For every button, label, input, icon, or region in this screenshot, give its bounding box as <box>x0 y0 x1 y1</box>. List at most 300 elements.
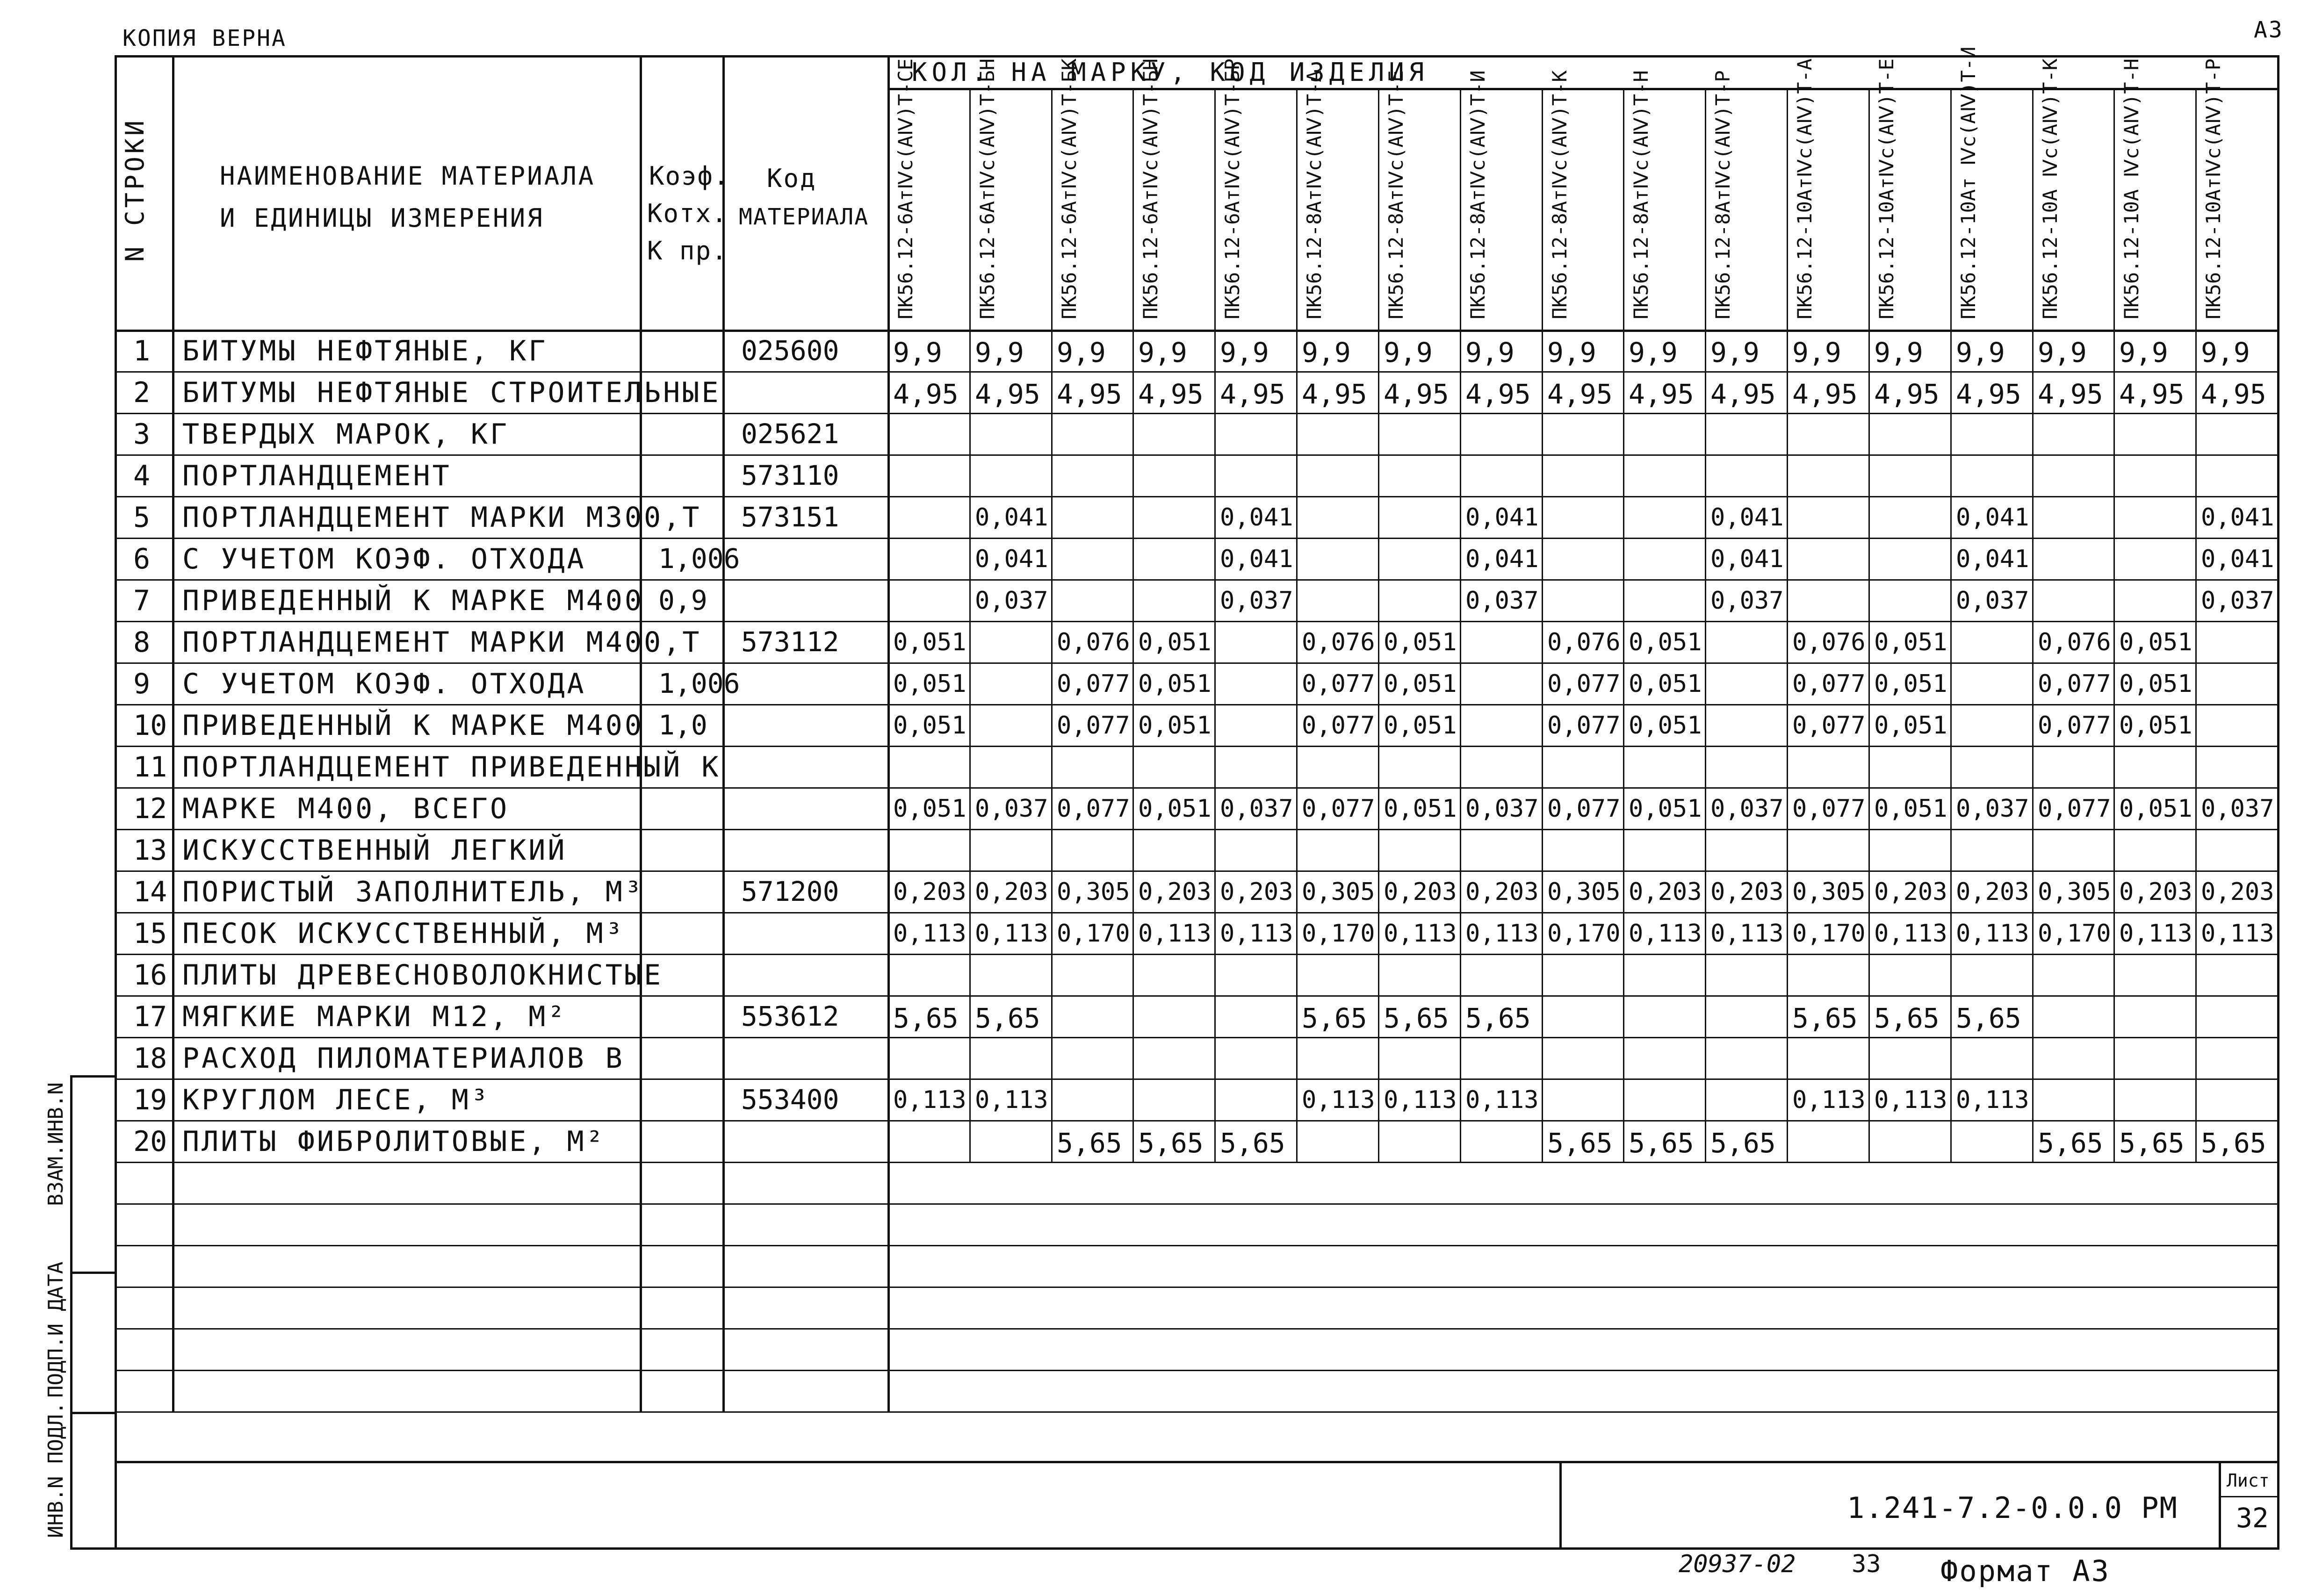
mark-column-line <box>1623 88 1624 1162</box>
frame-bottom <box>70 1547 2279 1550</box>
mark-header-12: ПК56.12-10АтⅣс(АⅣ)Т-А <box>1793 58 1816 319</box>
quantity-cell: 0,113 <box>1792 1086 1866 1114</box>
copy-verified-note: КОПИЯ ВЕРНА <box>123 25 287 51</box>
quantity-cell: 0,051 <box>893 795 966 823</box>
quantity-cell: 0,077 <box>1547 795 1621 823</box>
quantity-cell: 9,9 <box>1792 337 1841 368</box>
quantity-cell: 0,076 <box>2038 628 2111 656</box>
quantity-cell: 0,077 <box>2038 670 2111 698</box>
row-number: 19 <box>133 1084 167 1116</box>
mark-column-line <box>1460 88 1461 1162</box>
mark-header-7: ПК56.12-8АтⅣс(АⅣ)Т-Е <box>1385 70 1407 319</box>
row-number: 11 <box>133 751 167 784</box>
material-name: ПОРТЛАНДЦЕМЕНТ МАРКИ М300,Т <box>182 501 702 534</box>
quantity-cell: 0,113 <box>975 1086 1048 1114</box>
quantity-cell: 0,051 <box>1384 628 1457 656</box>
quantity-cell: 0,041 <box>1956 545 2029 573</box>
coefficient: 1,006 <box>658 668 740 699</box>
quantity-cell: 0,051 <box>1629 628 1702 656</box>
quantity-cell: 0,051 <box>1874 670 1947 698</box>
quantity-cell: 0,077 <box>1547 712 1621 740</box>
quantity-cell: 0,170 <box>1302 920 1375 948</box>
quantity-cell: 5,65 <box>1057 1127 1122 1159</box>
quantity-cell: 0,041 <box>1220 545 1293 573</box>
quantity-cell: 0,203 <box>975 878 1048 906</box>
mark-header-14: ПК56.12-10Ат Ⅳс(АⅣ)Т-И <box>1957 46 1980 319</box>
row-number: 7 <box>133 584 151 617</box>
quantity-cell: 4,95 <box>1710 378 1776 410</box>
quantity-cell: 5,65 <box>2201 1127 2266 1159</box>
quantity-cell: 0,077 <box>2038 712 2111 740</box>
side-strip-div1 <box>70 1272 115 1274</box>
quantity-cell: 0,076 <box>1057 628 1130 656</box>
material-name: ПЛИТЫ ДРЕВЕСНОВОЛОКНИСТЫЕ <box>182 959 663 992</box>
mark-column-line <box>1705 88 1706 1162</box>
quantity-cell: 0,041 <box>1465 503 1539 532</box>
quantity-cell: 9,9 <box>2119 337 2168 368</box>
quantity-cell: 4,95 <box>1220 378 1285 410</box>
quantity-cell: 4,95 <box>1874 378 1940 410</box>
quantity-cell: 0,113 <box>1874 920 1947 948</box>
row-line <box>115 1411 2277 1413</box>
quantity-cell: 0,077 <box>1302 670 1375 698</box>
row-number: 2 <box>133 376 151 409</box>
mark-header-3: ПК56.12-6АтⅣс(АⅣ)Т-БК <box>1058 58 1081 319</box>
material-name: БИТУМЫ НЕФТЯНЫЕ СТРОИТЕЛЬНЫЕ <box>182 376 721 409</box>
quantity-cell: 9,9 <box>2038 337 2087 368</box>
mark-column-line <box>1378 88 1379 1162</box>
quantity-cell: 5,65 <box>2119 1127 2185 1159</box>
quantity-cell: 0,037 <box>1465 795 1539 823</box>
quantity-cell: 9,9 <box>1874 337 1923 368</box>
row-line <box>115 1120 2277 1122</box>
row-line <box>115 496 2277 497</box>
quantity-cell: 0,113 <box>1302 1086 1375 1114</box>
material-code: 025600 <box>741 335 839 367</box>
quantity-cell: 5,65 <box>2038 1127 2103 1159</box>
quantity-cell: 9,9 <box>1302 337 1351 368</box>
quantity-cell: 0,170 <box>1057 920 1130 948</box>
quantity-cell: 9,9 <box>1710 337 1760 368</box>
quantity-cell: 0,203 <box>1384 878 1457 906</box>
mark-header-8: ПК56.12-8АтⅣс(АⅣ)Т-И <box>1466 70 1489 319</box>
frame-left <box>115 55 117 1547</box>
mark-column-line <box>1787 88 1788 1162</box>
quantity-cell: 0,113 <box>1956 1086 2029 1114</box>
material-code: 571200 <box>741 876 839 907</box>
quantity-cell: 0,041 <box>1710 503 1784 532</box>
quantity-cell: 9,9 <box>893 337 942 368</box>
format-label: Формат А3 <box>1940 1554 2110 1588</box>
header-group-title: КОЛ. НА МАРКУ, КОД ИЗДЕЛИЯ <box>912 58 1429 87</box>
row-line <box>115 870 2277 872</box>
mark-column-line <box>1542 88 1543 1162</box>
row-line <box>115 954 2277 955</box>
quantity-cell: 0,305 <box>2038 878 2111 906</box>
quantity-cell: 4,95 <box>2038 378 2103 410</box>
quantity-cell: 0,203 <box>1465 878 1539 906</box>
mark-header-15: ПК56.12-10А Ⅳс(АⅣ)Т-К <box>2039 58 2062 319</box>
header-coef-line3: К пр. <box>647 236 728 266</box>
mark-header-9: ПК56.12-8АтⅣс(АⅣ)Т-К <box>1548 70 1571 319</box>
quantity-cell: 0,051 <box>893 712 966 740</box>
quantity-cell: 0,077 <box>2038 795 2111 823</box>
row-number: 6 <box>133 543 151 575</box>
row-number: 16 <box>133 959 167 992</box>
material-code: 573151 <box>741 501 839 533</box>
quantity-cell: 0,077 <box>1302 712 1375 740</box>
row-line <box>115 1078 2277 1080</box>
row-number: 9 <box>133 668 151 700</box>
quantity-cell: 0,203 <box>1220 878 1293 906</box>
quantity-cell: 4,95 <box>1547 378 1613 410</box>
material-name: ПОРИСТЫЙ ЗАПОЛНИТЕЛЬ, М³ <box>182 876 644 908</box>
material-name: ТВЕРДЫХ МАРОК, КГ <box>182 418 510 451</box>
coefficient: 1,006 <box>658 543 740 575</box>
material-name: С УЧЕТОМ КОЭФ. ОТХОДА <box>182 543 586 575</box>
sheet-box-left <box>2219 1461 2221 1547</box>
row-number: 20 <box>133 1125 167 1158</box>
mark-column-line <box>1132 88 1134 1162</box>
quantity-cell: 9,9 <box>1057 337 1106 368</box>
quantity-cell: 0,051 <box>2119 670 2192 698</box>
quantity-cell: 5,65 <box>1302 1002 1367 1034</box>
material-name: ИСКУССТВЕННЫЙ ЛЕГКИЙ <box>182 834 567 867</box>
material-name: МЯГКИЕ МАРКИ М12, М² <box>182 1000 567 1033</box>
quantity-cell: 4,95 <box>1384 378 1449 410</box>
quantity-cell: 0,170 <box>2038 920 2111 948</box>
material-name: ПОРТЛАНДЦЕМЕНТ ПРИВЕДЕННЫЙ К <box>182 751 721 784</box>
quantity-cell: 0,113 <box>893 920 966 948</box>
row-line <box>115 1162 2277 1163</box>
side-strip-div2 <box>70 1412 115 1414</box>
quantity-cell: 0,051 <box>1384 712 1457 740</box>
order-number: 20937-02 <box>1679 1550 1796 1578</box>
row-number: 14 <box>133 876 167 908</box>
quantity-cell: 0,051 <box>1874 712 1947 740</box>
quantity-cell: 0,203 <box>893 878 966 906</box>
mark-header-1: ПК56.12-6АтⅣс(АⅣ)Т-СЕ <box>894 58 917 319</box>
document-code: 1.241-7.2-0.0.0 РМ <box>1847 1491 2178 1525</box>
quantity-cell: 0,041 <box>1220 503 1293 532</box>
column-line <box>887 55 890 1411</box>
material-name: ПОРТЛАНДЦЕМЕНТ <box>182 460 452 492</box>
quantity-cell: 0,037 <box>2201 587 2274 615</box>
quantity-cell: 0,113 <box>2119 920 2192 948</box>
quantity-cell: 0,113 <box>2201 920 2274 948</box>
quantity-cell: 0,076 <box>1302 628 1375 656</box>
quantity-cell: 0,305 <box>1792 878 1866 906</box>
header-row-number: N СТРОКИ <box>120 117 150 262</box>
quantity-cell: 0,041 <box>975 503 1048 532</box>
side-strip-left <box>70 1075 72 1547</box>
mark-column-line <box>2113 88 2115 1162</box>
quantity-cell: 9,9 <box>1465 337 1514 368</box>
quantity-cell: 0,077 <box>1057 670 1130 698</box>
mark-header-13: ПК56.12-10АтⅣс(АⅣ)Т-Е <box>1875 58 1898 319</box>
quantity-cell: 0,203 <box>2201 878 2274 906</box>
quantity-cell: 0,305 <box>1547 878 1621 906</box>
mark-header-17: ПК56.12-10АтⅣс(АⅣ)Т-Р <box>2202 58 2225 319</box>
mark-column-line <box>969 88 971 1162</box>
row-line <box>115 413 2277 414</box>
material-code: 553400 <box>741 1084 839 1115</box>
page-number: 33 <box>1852 1550 1881 1578</box>
material-name: ПРИВЕДЕННЫЙ К МАРКЕ М400 <box>182 709 644 742</box>
quantity-cell: 9,9 <box>1629 337 1678 368</box>
quantity-cell: 9,9 <box>1956 337 2005 368</box>
quantity-cell: 0,051 <box>1138 628 1212 656</box>
sheet-number: 32 <box>2236 1502 2269 1534</box>
quantity-cell: 0,203 <box>1710 878 1784 906</box>
quantity-cell: 0,077 <box>1057 712 1130 740</box>
row-line <box>115 579 2277 581</box>
quantity-cell: 5,65 <box>1547 1127 1613 1159</box>
mark-column-line <box>1868 88 1870 1162</box>
mark-column-line <box>1214 88 1216 1162</box>
quantity-cell: 9,9 <box>1547 337 1596 368</box>
quantity-cell: 4,95 <box>975 378 1040 410</box>
quantity-cell: 0,051 <box>2119 795 2192 823</box>
title-block-left <box>1559 1461 1562 1547</box>
quantity-cell: 0,051 <box>1138 795 1212 823</box>
quantity-cell: 0,051 <box>1874 628 1947 656</box>
quantity-cell: 5,65 <box>1629 1127 1694 1159</box>
material-name: С УЧЕТОМ КОЭФ. ОТХОДА <box>182 668 586 700</box>
quantity-cell: 0,051 <box>1384 795 1457 823</box>
mark-header-6: ПК56.12-8АтⅣс(АⅣ)Т-А <box>1303 70 1326 319</box>
quantity-cell: 0,037 <box>1710 795 1784 823</box>
quantity-cell: 0,305 <box>1057 878 1130 906</box>
quantity-cell: 0,077 <box>1057 795 1130 823</box>
row-number: 12 <box>133 792 167 825</box>
row-number: 18 <box>133 1042 167 1075</box>
header-name-line2: И ЕДИНИЦЫ ИЗМЕРЕНИЯ <box>220 203 544 233</box>
quantity-cell: 0,077 <box>1547 670 1621 698</box>
quantity-cell: 9,9 <box>1138 337 1187 368</box>
material-code: 573110 <box>741 460 839 491</box>
header-coef-line1: Коэф. <box>649 161 730 191</box>
quantity-cell: 5,65 <box>1956 1002 2021 1034</box>
quantity-cell: 9,9 <box>1220 337 1269 368</box>
material-code: 553612 <box>741 1000 839 1032</box>
quantity-cell: 5,65 <box>975 1002 1040 1034</box>
frame-right <box>2277 55 2279 1547</box>
row-line <box>115 829 2277 830</box>
quantity-cell: 0,203 <box>2119 878 2192 906</box>
mark-column-line <box>2032 88 2034 1162</box>
quantity-cell: 4,95 <box>1465 378 1531 410</box>
row-line <box>115 704 2277 705</box>
side-label-sign-date: ПОДП.И ДАТА <box>44 1261 68 1398</box>
row-line <box>115 1328 2277 1330</box>
corner-mark: А3 <box>2254 17 2284 43</box>
row-line <box>115 746 2277 747</box>
quantity-cell: 9,9 <box>975 337 1024 368</box>
quantity-cell: 0,041 <box>2201 545 2274 573</box>
side-strip-top <box>70 1075 115 1078</box>
row-number: 8 <box>133 626 151 659</box>
material-code: 573112 <box>741 626 839 658</box>
quantity-cell: 0,037 <box>975 587 1048 615</box>
quantity-cell: 4,95 <box>2201 378 2266 410</box>
header-code-line2: МАТЕРИАЛА <box>739 204 869 230</box>
material-code: 025621 <box>741 418 839 450</box>
quantity-cell: 0,113 <box>1956 920 2029 948</box>
quantity-cell: 0,037 <box>2201 795 2274 823</box>
quantity-cell: 0,041 <box>975 545 1048 573</box>
mark-header-2: ПК56.12-6АтⅣс(АⅣ)Т-БН <box>976 58 999 319</box>
quantity-cell: 0,051 <box>2119 628 2192 656</box>
row-number: 10 <box>133 709 167 742</box>
quantity-cell: 0,037 <box>975 795 1048 823</box>
material-name: БИТУМЫ НЕФТЯНЫЕ, КГ <box>182 335 548 367</box>
column-line <box>172 55 174 1411</box>
quantity-cell: 0,170 <box>1547 920 1621 948</box>
quantity-cell: 5,65 <box>1384 1002 1449 1034</box>
mark-column-line <box>1950 88 1952 1162</box>
coefficient: 1,0 <box>658 709 707 741</box>
quantity-cell: 0,051 <box>2119 712 2192 740</box>
title-block-top <box>1559 1461 2277 1463</box>
material-name: ПРИВЕДЕННЫЙ К МАРКЕ М400 <box>182 584 644 617</box>
quantity-cell: 5,65 <box>1465 1002 1531 1034</box>
quantity-cell: 4,95 <box>1956 378 2021 410</box>
row-line <box>115 662 2277 664</box>
quantity-cell: 0,051 <box>893 670 966 698</box>
quantity-cell: 0,113 <box>1384 920 1457 948</box>
row-line <box>115 1370 2277 1371</box>
material-name: ПЛИТЫ ФИБРОЛИТОВЫЕ, М² <box>182 1125 606 1158</box>
row-line <box>115 1203 2277 1205</box>
header-bottom-line <box>115 330 2277 332</box>
quantity-cell: 0,077 <box>1792 712 1866 740</box>
sheet-box-div <box>2219 1496 2277 1497</box>
quantity-cell: 0,051 <box>1629 712 1702 740</box>
quantity-cell: 0,037 <box>1956 795 2029 823</box>
quantity-cell: 0,051 <box>1384 670 1457 698</box>
row-line <box>115 1245 2277 1246</box>
quantity-cell: 0,113 <box>1629 920 1702 948</box>
quantity-cell: 4,95 <box>893 378 959 410</box>
row-number: 4 <box>133 460 151 492</box>
side-label-inv-orig: ИНВ.N ПОДЛ. <box>44 1402 68 1538</box>
quantity-cell: 0,037 <box>1220 587 1293 615</box>
quantity-cell: 5,65 <box>1220 1127 1285 1159</box>
quantity-cell: 0,113 <box>1138 920 1212 948</box>
material-name: РАСХОД ПИЛОМАТЕРИАЛОВ В <box>182 1042 625 1075</box>
row-line <box>115 1287 2277 1288</box>
quantity-cell: 0,077 <box>1302 795 1375 823</box>
row-line <box>115 1037 2277 1038</box>
quantity-cell: 0,051 <box>1138 670 1212 698</box>
quantity-cell: 0,203 <box>1874 878 1947 906</box>
quantity-cell: 0,203 <box>1138 878 1212 906</box>
quantity-cell: 5,65 <box>1874 1002 1940 1034</box>
quantity-cell: 0,113 <box>975 920 1048 948</box>
row-line <box>115 454 2277 456</box>
quantity-cell: 0,051 <box>1874 795 1947 823</box>
quantity-cell: 5,65 <box>893 1002 959 1034</box>
quantity-cell: 0,051 <box>1138 712 1212 740</box>
row-number: 15 <box>133 917 167 950</box>
row-number: 3 <box>133 418 151 451</box>
quantity-cell: 0,113 <box>1465 1086 1539 1114</box>
row-number: 5 <box>133 501 151 534</box>
row-line <box>115 995 2277 997</box>
quantity-cell: 0,041 <box>2201 503 2274 532</box>
row-line <box>115 538 2277 539</box>
mark-column-line <box>2195 88 2197 1162</box>
row-line <box>115 621 2277 622</box>
quantity-cell: 9,9 <box>1384 337 1433 368</box>
row-number: 13 <box>133 834 167 867</box>
row-number: 17 <box>133 1000 167 1033</box>
mark-header-5: ПК56.12-6АтⅣс(АⅣ)Т-БР <box>1221 58 1244 319</box>
quantity-cell: 4,95 <box>1629 378 1694 410</box>
quantity-cell: 0,113 <box>1874 1086 1947 1114</box>
mark-header-16: ПК56.12-10А Ⅳс(АⅣ)Т-Н <box>2120 58 2143 319</box>
quantity-cell: 0,037 <box>1710 587 1784 615</box>
quantity-cell: 5,65 <box>1792 1002 1858 1034</box>
quantity-cell: 0,051 <box>1629 670 1702 698</box>
sheet-label: Лист <box>2227 1470 2270 1491</box>
quantity-cell: 0,113 <box>893 1086 966 1114</box>
quantity-cell: 0,203 <box>1956 878 2029 906</box>
quantity-cell: 0,077 <box>1792 670 1866 698</box>
header-name-line1: НАИМЕНОВАНИЕ МАТЕРИАЛА <box>220 161 596 191</box>
quantity-cell: 4,95 <box>1138 378 1204 410</box>
side-label-replaced-inv: ВЗАМ.ИНВ.N <box>44 1082 68 1206</box>
mark-header-11: ПК56.12-8АтⅣс(АⅣ)Т-Р <box>1711 70 1734 319</box>
quantity-cell: 0,051 <box>1629 795 1702 823</box>
mark-header-10: ПК56.12-8АтⅣс(АⅣ)Т-Н <box>1630 70 1652 319</box>
quantity-cell: 4,95 <box>1302 378 1367 410</box>
quantity-cell: 0,113 <box>1465 920 1539 948</box>
quantity-cell: 0,170 <box>1792 920 1866 948</box>
quantity-cell: 0,113 <box>1220 920 1293 948</box>
row-line <box>115 787 2277 789</box>
quantity-cell: 0,076 <box>1547 628 1621 656</box>
row-line <box>115 912 2277 913</box>
quantity-cell: 4,95 <box>1792 378 1858 410</box>
quantity-cell: 0,041 <box>1465 545 1539 573</box>
quantity-cell: 0,041 <box>1710 545 1784 573</box>
quantity-cell: 5,65 <box>1138 1127 1204 1159</box>
coefficient: 0,9 <box>658 584 707 616</box>
material-name: ПЕСОК ИСКУССТВЕННЫЙ, М³ <box>182 917 625 950</box>
group-title-line <box>887 88 2277 90</box>
quantity-cell: 0,041 <box>1956 503 2029 532</box>
quantity-cell: 4,95 <box>1057 378 1122 410</box>
row-line <box>115 371 2277 373</box>
material-name: ПОРТЛАНДЦЕМЕНТ МАРКИ М400,Т <box>182 626 702 659</box>
row-number: 1 <box>133 335 151 367</box>
quantity-cell: 0,076 <box>1792 628 1866 656</box>
quantity-cell: 0,051 <box>893 628 966 656</box>
quantity-cell: 0,113 <box>1384 1086 1457 1114</box>
quantity-cell: 0,077 <box>1792 795 1866 823</box>
quantity-cell: 0,037 <box>1465 587 1539 615</box>
quantity-cell: 0,037 <box>1220 795 1293 823</box>
mark-column-line <box>1296 88 1298 1162</box>
quantity-cell: 0,037 <box>1956 587 2029 615</box>
header-coef-line2: Котх. <box>647 199 728 228</box>
quantity-cell: 9,9 <box>2201 337 2250 368</box>
quantity-cell: 0,305 <box>1302 878 1375 906</box>
quantity-cell: 4,95 <box>2119 378 2185 410</box>
mark-header-4: ПК56.12-6АтⅣс(АⅣ)Т-БН <box>1139 58 1162 319</box>
